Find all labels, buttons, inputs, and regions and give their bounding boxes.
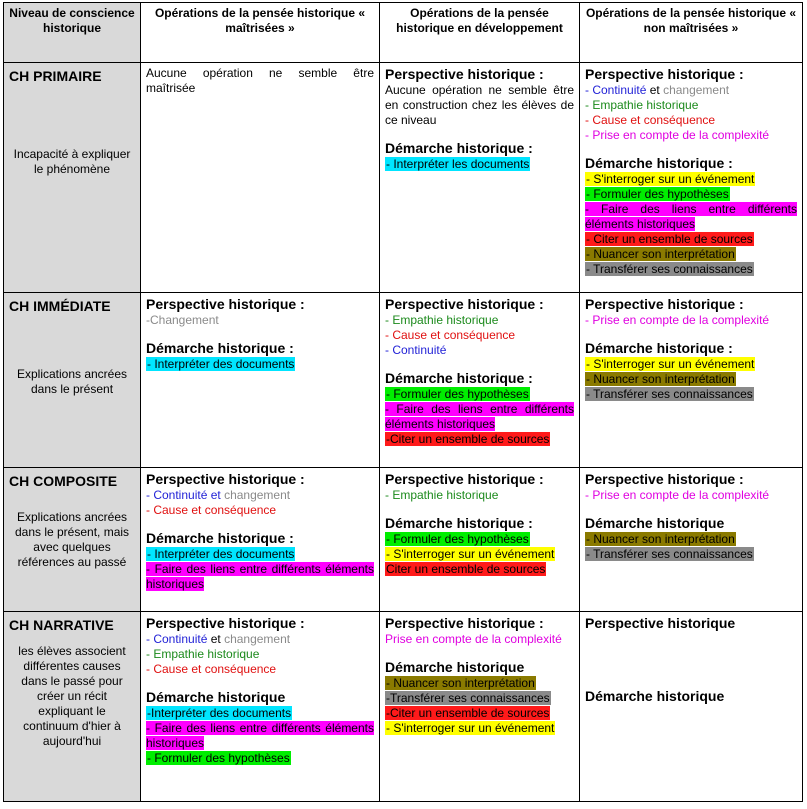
demarche-heading: Démarche historique — [146, 689, 286, 705]
developing-cell-composite — [380, 468, 580, 612]
mastered-note: Aucune opération ne semble être maîtrisée — [146, 66, 374, 95]
operation-hypotheses: - Formuler des hypothèses — [386, 532, 529, 546]
row-composite — [4, 468, 803, 612]
level-description: Explications ancrées dans le présent — [16, 367, 128, 396]
operation-hypotheses: - Formuler des hypothèses — [147, 751, 290, 765]
perspective-heading: Perspective historique : — [585, 66, 744, 82]
perspective-heading: Perspective historique : — [385, 471, 544, 487]
operation-sources: - Citer un ensemble de sources — [586, 232, 753, 246]
operation-nuancer: - Nuancer son interprétation — [586, 532, 735, 546]
perspective-heading: Perspective historique : — [585, 296, 744, 312]
mastered-cell-immediate — [141, 293, 380, 468]
operation-complexite: - Prise en compte de la complexité — [585, 488, 770, 502]
level-cell-immediate — [4, 293, 141, 468]
header-developing: Opérations de la pensée historique en développement — [380, 3, 580, 63]
demarche-heading: Démarche historique : — [385, 370, 533, 386]
not-mastered-cell-narrative — [580, 612, 803, 802]
demarche-heading: Démarche historique : — [385, 140, 533, 156]
operation-cause: - Cause et conséquence — [585, 113, 716, 127]
demarche-heading: Démarche historique — [385, 659, 525, 675]
operation-sources: -Citer un ensemble de sources — [386, 706, 550, 720]
operation-transferer: - Transférer ses connaissances — [586, 262, 753, 276]
demarche-heading: Démarche historique : — [585, 340, 733, 356]
operation-liens: - Faire des liens entre différents éléments historiques — [585, 202, 797, 231]
perspective-heading: Perspective historique : — [146, 296, 305, 312]
level-description: Incapacité à expliquer le phénomène — [13, 147, 131, 176]
demarche-heading: Démarche historique — [585, 515, 725, 531]
mastered-cell-narrative — [141, 612, 380, 802]
developing-cell-immediate — [380, 293, 580, 468]
perspective-heading: Perspective historique : — [585, 471, 744, 487]
not-mastered-cell-immediate — [580, 293, 803, 468]
demarche-heading: Démarche historique : — [385, 515, 533, 531]
perspective-heading: Perspective historique : — [385, 615, 544, 631]
perspective-heading: Perspective historique : — [385, 296, 544, 312]
operation-interpreter: - Interpréter des documents — [147, 357, 295, 371]
operation-nuancer: - Nuancer son interprétation — [386, 676, 535, 690]
conjunction: et — [646, 83, 664, 97]
operation-cause: - Cause et conséquence — [385, 328, 516, 342]
developing-cell-narrative — [380, 612, 580, 802]
level-title: CH PRIMAIRE — [9, 68, 102, 84]
operation-transferer: - Transférer ses connaissances — [586, 387, 753, 401]
header-not-mastered: Opérations de la pensée historique « non maîtrisées » — [580, 3, 803, 63]
demarche-heading: Démarche historique : — [585, 155, 733, 171]
level-cell-composite — [4, 468, 141, 612]
level-description: Explications ancrées dans le présent, mais avec quelques références au passé — [14, 510, 130, 569]
operation-complexite: - Prise en compte de la complexité — [585, 313, 770, 327]
operation-interpreter: -Interpréter des documents — [147, 706, 292, 720]
conjunction: et — [207, 488, 225, 502]
operation-empathie: - Empathie historique — [146, 647, 260, 661]
operation-liens: - Faire des liens entre différents éléments historiques — [385, 402, 574, 431]
conjunction: et — [207, 632, 225, 646]
operation-empathie: - Empathie historique — [385, 313, 499, 327]
thinking-levels-table — [3, 2, 803, 802]
perspective-heading: Perspective historique : — [385, 66, 544, 82]
operation-complexite: - Prise en compte de la complexité — [585, 128, 770, 142]
operation-continuite-changement — [146, 488, 374, 503]
operation-continuite-changement — [146, 632, 374, 647]
operation-interpreter: - Interpréter des documents — [147, 547, 295, 561]
row-immediate — [4, 293, 803, 468]
operation-nuancer: - Nuancer son interprétation — [586, 247, 735, 261]
operation-transferer: - Transférer ses connaissances — [586, 547, 753, 561]
demarche-heading: Démarche historique — [585, 688, 725, 704]
row-narrative — [4, 612, 803, 802]
operation-continuite-changement — [585, 83, 797, 98]
level-cell-narrative — [4, 612, 141, 802]
level-title: CH COMPOSITE — [9, 473, 118, 489]
operation-continuite: - Continuité — [585, 83, 647, 97]
operation-transferer: -Transférer ses connaissances — [386, 691, 550, 705]
developing-cell-primaire — [380, 63, 580, 293]
header-level: Niveau de conscience historique — [4, 3, 141, 63]
developing-note: Aucune opération ne semble être en construction chez les élèves de ce niveau — [385, 83, 574, 127]
level-cell-primaire — [4, 63, 141, 293]
operation-hypotheses: - Formuler des hypothèses — [586, 187, 729, 201]
level-title: CH IMMÉDIATE — [9, 298, 111, 314]
operation-continuite: - Continuité — [385, 343, 447, 357]
not-mastered-cell-composite — [580, 468, 803, 612]
operation-changement: changement — [224, 632, 291, 646]
perspective-heading: Perspective historique : — [146, 471, 305, 487]
perspective-heading: Perspective historique : — [146, 615, 305, 631]
row-primaire — [4, 63, 803, 293]
operation-continuite: - Continuité — [146, 488, 208, 502]
mastered-cell-composite — [141, 468, 380, 612]
mastered-cell-primaire — [141, 63, 380, 293]
operation-changement: -Changement — [146, 313, 219, 327]
not-mastered-cell-primaire — [580, 63, 803, 293]
demarche-heading: Démarche historique : — [146, 530, 294, 546]
operation-complexite: Prise en compte de la complexité — [385, 632, 562, 646]
operation-empathie: - Empathie historique — [385, 488, 499, 502]
operation-interroger: - S'interroger sur un événement — [386, 547, 555, 561]
operation-empathie: - Empathie historique — [585, 98, 699, 112]
operation-sources: Citer un ensemble de sources — [386, 562, 546, 576]
operation-changement: changement — [663, 83, 730, 97]
operation-interroger: - S'interroger sur un événement — [586, 357, 755, 371]
operation-interroger: - S'interroger sur un événement — [386, 721, 555, 735]
operation-liens: - Faire des liens entre différents éléments historiques — [146, 721, 374, 750]
operation-cause: - Cause et conséquence — [146, 662, 277, 676]
operation-interpreter: - Interpréter les documents — [386, 157, 530, 171]
header-mastered: Opérations de la pensée historique « maîtrisées » — [141, 3, 380, 63]
operation-nuancer: - Nuancer son interprétation — [586, 372, 735, 386]
operation-cause: - Cause et conséquence — [146, 503, 277, 517]
operation-liens: - Faire des liens entre différents éléments historiques — [146, 562, 374, 591]
perspective-heading: Perspective historique — [585, 615, 736, 631]
operation-interroger: - S'interroger sur un événement — [586, 172, 755, 186]
demarche-heading: Démarche historique : — [146, 340, 294, 356]
operation-sources: -Citer un ensemble de sources — [386, 432, 550, 446]
operation-changement: changement — [224, 488, 291, 502]
level-title: CH NARRATIVE — [9, 617, 114, 633]
header-row — [4, 3, 803, 63]
operation-hypotheses: - Formuler des hypothèses — [386, 387, 529, 401]
operation-continuite: - Continuité — [146, 632, 208, 646]
level-description: les élèves associent différentes causes dans le passé pour créer un récit expliquant le continuum d'hier à aujourd'hui — [18, 644, 126, 748]
